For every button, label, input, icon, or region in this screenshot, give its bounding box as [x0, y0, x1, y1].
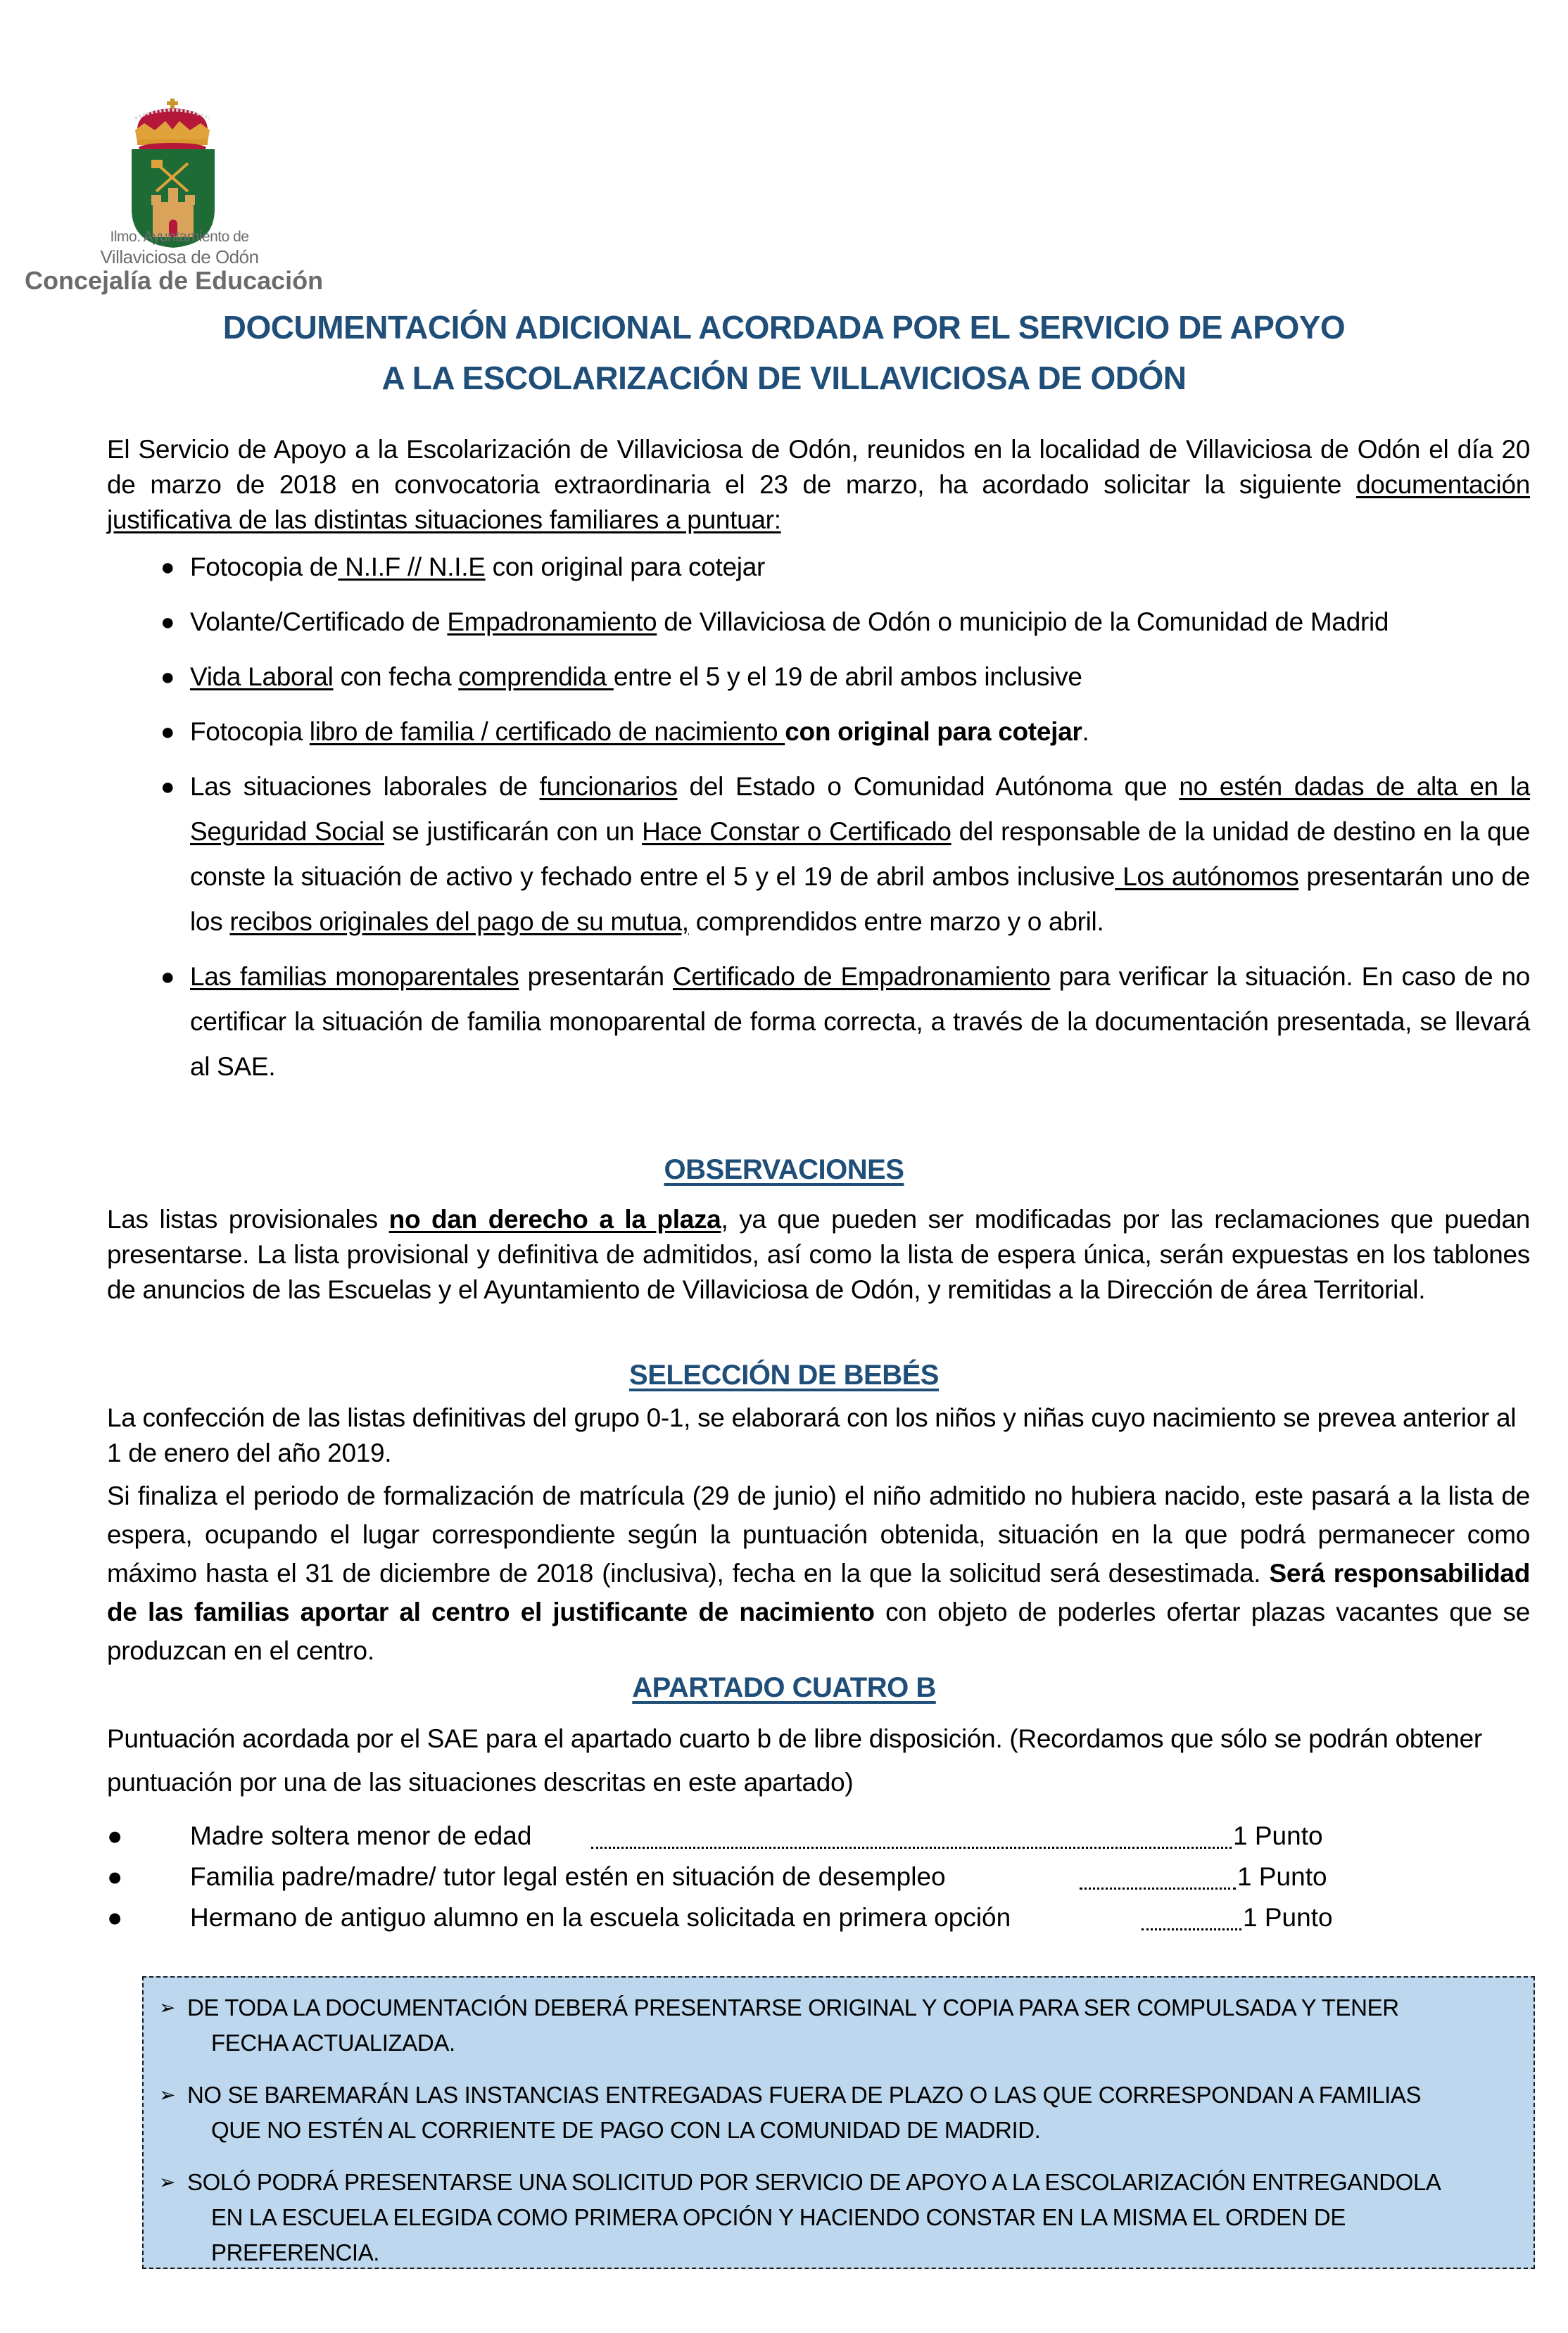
arrowhead-bullet-icon: ➢ [159, 1997, 176, 2018]
notice-item: ➢ SOLÓ PODRÁ PRESENTARSE UNA SOLICITUD POR SERVICIO DE APOYO A LA ESCOLARIZACIÓN ENTREGANDOLA EN LA ESCUELA ELEGIDA COMO PRIMERA OPCIÓN Y HACIENDO CONSTAR EN LA MISMA EL ORDEN DE PREFERENCIA. [144, 2165, 1534, 2270]
crown-icon [127, 99, 218, 155]
document-title-line-1: DOCUMENTACIÓN ADICIONAL ACORDADA POR EL SERVICIO DE APOYO [222, 309, 1346, 346]
bullet-icon: ● [160, 664, 175, 690]
list-item: ● Volante/Certificado de Empadronamiento de Villaviciosa de Odón o municipio de la Comunidad de Madrid [107, 600, 1530, 645]
observaciones-paragraph: Las listas provisionales no dan derecho a la plaza, ya que pueden ser modificadas por las reclamaciones que puedan presentarse. La lista provisional y definitiva de admitidos, así como la lista de espera única, serán expuestas en los tablones de anuncios de las Escuelas y el Ayuntamiento de Villaviciosa de Odón, y remitidas a la Dirección de área Territorial. [107, 1205, 1530, 1304]
list-item: ● Vida Laboral con fecha comprendida entre el 5 y el 19 de abril ambos inclusive [107, 655, 1530, 700]
notice-item: ➢ DE TODA LA DOCUMENTACIÓN DEBERÁ PRESENTARSE ORIGINAL Y COPIA PARA SER COMPULSADA Y TENER FECHA ACTUALIZADA. [144, 1990, 1534, 2061]
notice-item: ➢ NO SE BAREMARÁN LAS INSTANCIAS ENTREGADAS FUERA DE PLAZO O LAS QUE CORRESPONDAN A FAMILIAS QUE NO ESTÉN AL CORRIENTE DE PAGO CON LA COMUNIDAD DE MADRID. [144, 2078, 1534, 2148]
bullet-icon: ● [107, 1862, 123, 1891]
notice-box [142, 1976, 1535, 2269]
dot-leader [591, 1847, 1232, 1849]
intro-paragraph: El Servicio de Apoyo a la Escolarización de Villaviciosa de Odón, reunidos en la localidad de Villaviciosa de Odón el día 20 de marzo de 2018 en convocatoria extraordinaria el 23 de marzo, ha acordado solicitar la siguiente documentación justificativa de las distintas situaciones familiares a puntuar: [107, 435, 1530, 534]
seleccion-paragraph-1: La confección de las listas definitivas del grupo 0-1, se elaborará con los niños y niñas cuyo nacimiento se prevea anterior al 1 de enero del año 2019. [107, 1403, 1517, 1467]
observaciones-heading: OBSERVACIONES [664, 1154, 904, 1185]
list-item: ● Fotocopia de N.I.F // N.I.E con original para cotejar [107, 545, 1530, 590]
apartado-heading: APARTADO CUATRO B [632, 1672, 936, 1703]
points-row: ● Hermano de antiguo alumno en la escuela solicitada en primera opción 1 Punto [107, 1897, 1444, 1938]
documents-list [107, 545, 1530, 1099]
logo-line-1: Ilmo. Ayuntamiento de [110, 229, 249, 245]
bullet-icon: ● [160, 609, 175, 636]
document-title-line-2: A LA ESCOLARIZACIÓN DE VILLAVICIOSA DE ODÓN [381, 360, 1187, 396]
bullet-icon: ● [160, 963, 175, 990]
municipal-logo [21, 91, 324, 303]
points-row: ● Madre soltera menor de edad 1 Punto [107, 1816, 1444, 1857]
bullet-icon: ● [107, 1821, 123, 1850]
list-item: ● Las situaciones laborales de funcionarios del Estado o Comunidad Autónoma que no estén dadas de alta en la Seguridad Social se justificarán con un Hace Constar o Certificado del responsable de la unidad de destino en la que conste la situación de activo y fechado entre el 5 y el 19 de abril ambos inclusive Los autónomos presentarán uno de los recibos originales del pago de su mutua, comprendidos entre marzo y o abril. [107, 764, 1530, 944]
seleccion-heading: SELECCIÓN DE BEBÉS [629, 1360, 939, 1391]
department-name: Concejalía de Educación [25, 266, 324, 295]
bullet-icon: ● [160, 719, 175, 745]
arrowhead-bullet-icon: ➢ [159, 2084, 176, 2106]
seleccion-paragraph-2: Si finaliza el periodo de formalización de matrícula (29 de junio) el niño admitido no hubiera nacido, este pasará a la lista de espera, ocupando el lugar correspondiente según la puntuación obtenida, situación en la que podrá permanecer como máximo hasta el 31 de diciembre de 2018 (inclusiva), fecha en la que la solicitud será desestimada. Será responsabilidad de las familias aportar al centro el justificante de nacimiento con objeto de poderles ofertar plazas vacantes que se produzcan en el centro. [107, 1481, 1530, 1665]
logo-line-2: Villaviciosa de Odón [100, 246, 259, 267]
arrowhead-bullet-icon: ➢ [159, 2171, 176, 2193]
bullet-icon: ● [160, 554, 175, 581]
list-item: ● Las familias monoparentales presentarán Certificado de Empadronamiento para verificar la situación. En caso de no certificar la situación de familia monoparental de forma correcta, a través de la documentación presentada, se llevará al SAE. [107, 954, 1530, 1089]
points-list [107, 1816, 1444, 1938]
bullet-icon: ● [107, 1903, 123, 1932]
intro-underlined: documentación justificativa de las distintas situaciones familiares a puntuar: [107, 470, 1530, 534]
bullet-icon: ● [160, 773, 175, 800]
dot-leader [1080, 1888, 1236, 1890]
points-row: ● Familia padre/madre/ tutor legal estén en situación de desempleo 1 Punto [107, 1857, 1444, 1897]
list-item: ● Fotocopia libro de familia / certificado de nacimiento con original para cotejar. [107, 709, 1530, 754]
apartado-intro: Puntuación acordada por el SAE para el apartado cuarto b de libre disposición. (Recordamos que sólo se podrán obtener puntuación por una de las situaciones descritas en este apartado) [107, 1724, 1482, 1797]
dot-leader [1142, 1928, 1241, 1930]
